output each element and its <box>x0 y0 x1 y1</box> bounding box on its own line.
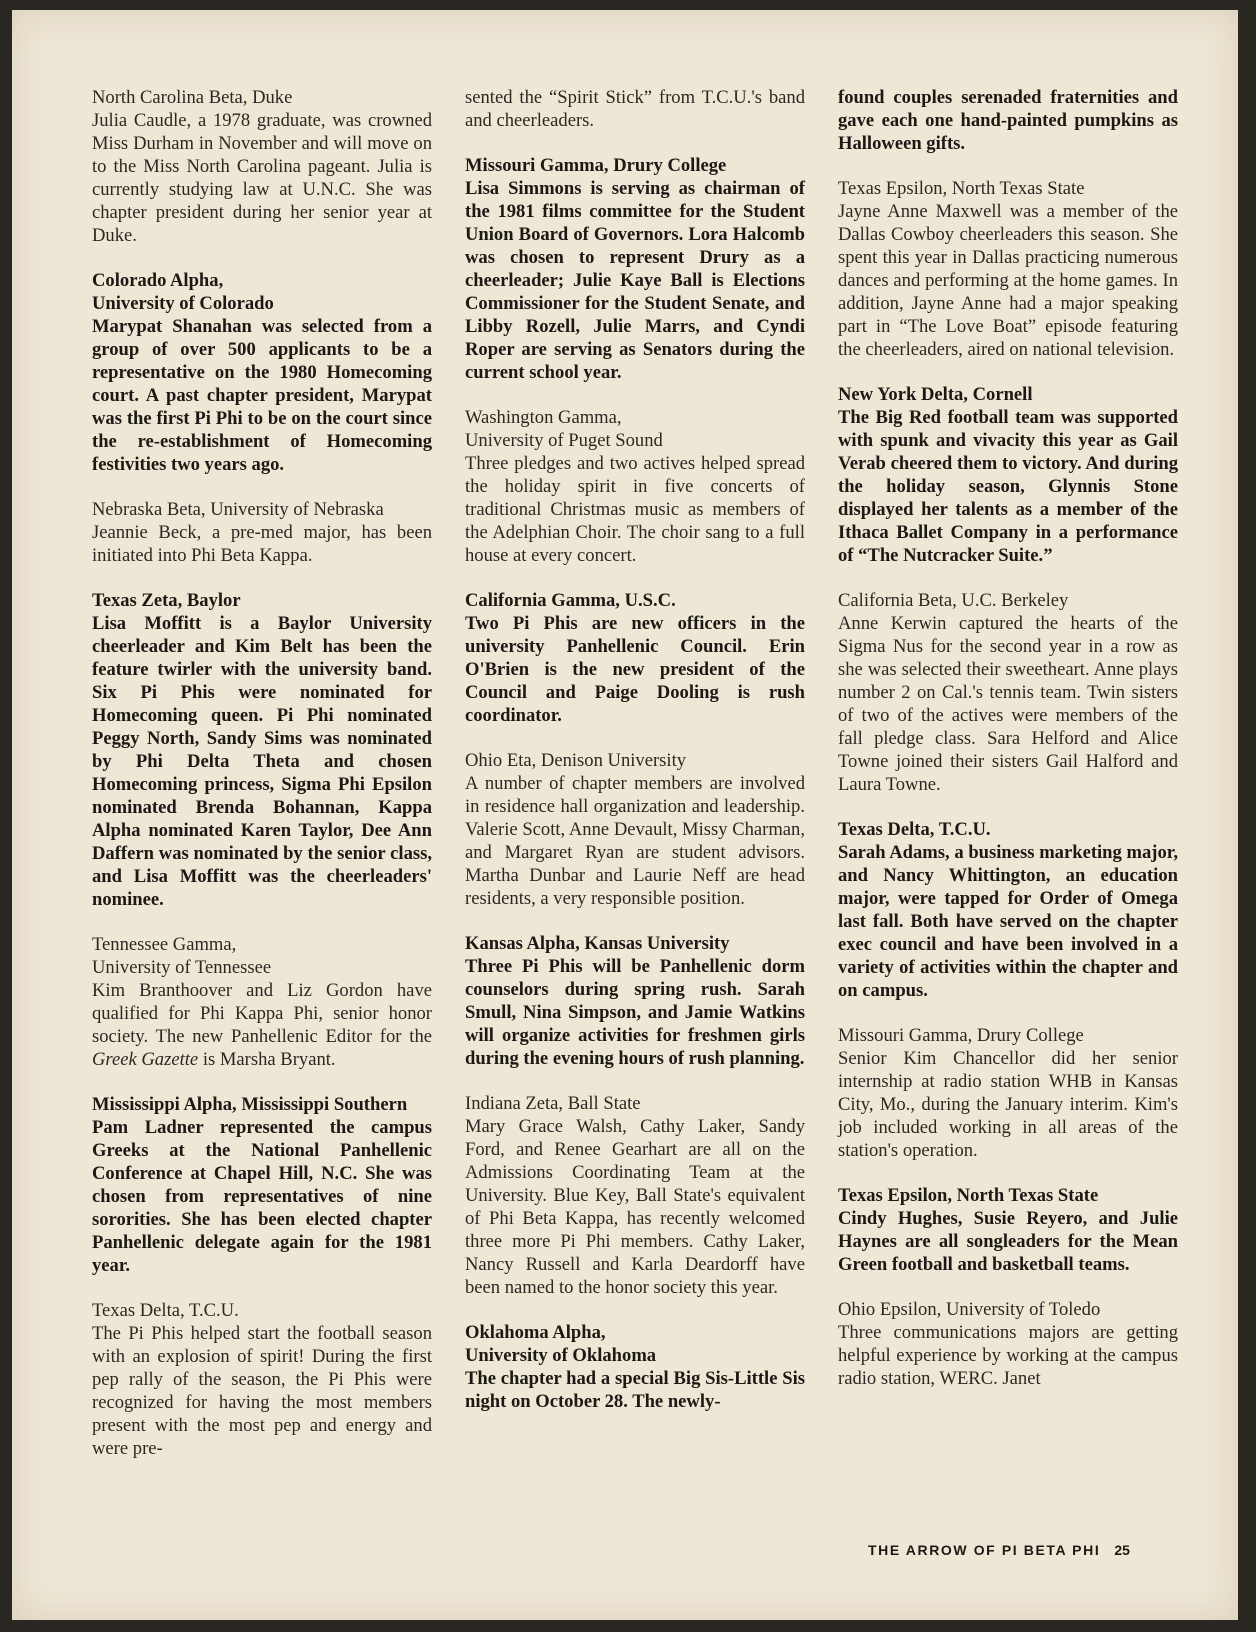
chapter-heading: University of Oklahoma <box>465 1345 657 1366</box>
column-1 <box>92 86 432 1482</box>
chapter-entry <box>92 86 432 247</box>
chapter-text: The Big Red football team was supported with spunk and vivacity this year as Gail Verab cheered them to victory. And during the holiday season, Glynnis Stone displayed her talents as a member of the Ithaca Ballet Company in a performance of “The Nutcracker Suite.” <box>838 407 1178 566</box>
chapter-text: Mary Grace Walsh, Cathy Laker, Sandy Ford, and Renee Gearhart are all on the Admissions Coordinating Team at the University. Blue Key, Ball State's equivalent of Phi Beta Kappa, has recently welcomed three more Pi Phi members. Cathy Laker, Nancy Russell and Karla Deardorff have been named to the honor society this year. <box>465 1116 805 1298</box>
chapter-text: Cindy Hughes, Susie Reyero, and Julie Haynes are all songleaders for the Mean Green football and basketball teams. <box>838 1208 1178 1275</box>
chapter-entry <box>92 589 432 911</box>
chapter-text: Three pledges and two actives helped spread the holiday spirit in five concerts of traditional Christmas music as members of the Adelphian Choir. The choir sang to a full house at every concert. <box>465 453 805 566</box>
chapter-entry <box>838 818 1178 1002</box>
chapter-heading: Tennessee Gamma, <box>92 934 237 955</box>
chapter-heading: California Gamma, U.S.C. <box>465 590 676 611</box>
chapter-entry <box>465 589 805 727</box>
publication-title: Greek Gazette <box>92 1049 199 1070</box>
chapter-entry <box>838 1184 1178 1276</box>
chapter-text <box>92 979 432 1071</box>
chapter-entry <box>92 933 432 1071</box>
chapter-heading: Oklahoma Alpha, <box>465 1322 606 1343</box>
chapter-entry <box>465 154 805 384</box>
chapter-heading: University of Puget Sound <box>465 430 663 451</box>
chapter-entry <box>838 383 1178 567</box>
chapter-entry <box>465 1321 805 1413</box>
chapter-text: Jayne Anne Maxwell was a member of the Dallas Cowboy cheerleaders this season. She spent this year in Dallas practicing numerous dances and performing at the home games. In addition, Jayne Anne had a major speaking part in “The Love Boat” episode featuring the cheerleaders, aired on national television. <box>838 201 1178 360</box>
chapter-heading: Missouri Gamma, Drury College <box>838 1025 1084 1046</box>
page-number: 25 <box>1114 1542 1130 1558</box>
chapter-entry <box>465 749 805 910</box>
page-footer <box>868 1542 1130 1558</box>
chapter-text: Julia Caudle, a 1978 graduate, was crowned Miss Durham in November and will move on to the Miss North Carolina pageant. Julia is currently studying law at U.N.C. She was chapter president during her senior year at Duke. <box>92 110 432 246</box>
chapter-text: Jeannie Beck, a pre-med major, has been initiated into Phi Beta Kappa. <box>92 522 432 566</box>
chapter-text: Marypat Shanahan was selected from a group of over 500 applicants to be a representative on the 1980 Homecoming court. A past chapter president, Marypat was the first Pi Phi to be on the court since the re-establishment of Homecoming festivities two years ago. <box>92 316 432 475</box>
chapter-text: Lisa Simmons is serving as chairman of the 1981 films committee for the Student Union Board of Governors. Lora Halcomb was chosen to represent Drury as a cheerleader; Julie Kaye Ball is Elections Commissioner for the Student Senate, and Libby Rozell, Julie Marrs, and Cyndi Roper are serving as Senators during the current school year. <box>465 178 805 383</box>
chapter-heading: California Beta, U.C. Berkeley <box>838 590 1069 611</box>
chapter-text: Three Pi Phis will be Panhellenic dorm counselors during spring rush. Sarah Smull, Nina Simpson, and Jamie Watkins will organize activities for freshmen girls during the evening hours of rush planning. <box>465 956 805 1069</box>
chapter-heading: North Carolina Beta, Duke <box>92 87 293 108</box>
chapter-entry <box>838 589 1178 796</box>
chapter-entry <box>465 932 805 1070</box>
chapter-heading: Kansas Alpha, Kansas University <box>465 933 730 954</box>
chapter-entry <box>92 269 432 476</box>
chapter-heading: Texas Epsilon, North Texas State <box>838 1185 1099 1206</box>
chapter-text: Senior Kim Chancellor did her senior internship at radio station WHB in Kansas City, Mo., during the January interim. Kim's job included working in all areas of the station's operation. <box>838 1048 1178 1161</box>
chapter-heading: Mississippi Alpha, Mississippi Southern <box>92 1094 408 1115</box>
chapter-heading: University of Tennessee <box>92 957 272 978</box>
chapter-heading: Ohio Eta, Denison University <box>465 750 687 771</box>
chapter-text-part: is Marsha Bryant. <box>198 1049 336 1070</box>
chapter-heading: Texas Delta, T.C.U. <box>92 1300 239 1321</box>
chapter-heading: University of Colorado <box>92 293 274 314</box>
chapter-heading: Texas Delta, T.C.U. <box>838 819 991 840</box>
publication-name: THE ARROW OF PI BETA PHI <box>868 1542 1101 1558</box>
chapter-text: The chapter had a special Big Sis-Little Sis night on October 28. The newly- <box>465 1368 805 1412</box>
chapter-text: Three communications majors are getting helpful experience by working at the campus radio station, WERC. Janet <box>838 1322 1178 1389</box>
chapter-heading: Nebraska Beta, University of Nebraska <box>92 499 384 520</box>
chapter-text: Anne Kerwin captured the hearts of the Sigma Nus for the second year in a row as she was selected their sweetheart. Anne plays number 2 on Cal.'s tennis team. Twin sisters of two of the actives were members of the fall pledge class. Sara Helford and Alice Towne joined their sisters Gail Halford and Laura Towne. <box>838 613 1178 795</box>
chapter-entry <box>92 498 432 567</box>
chapter-text: Lisa Moffitt is a Baylor University cheerleader and Kim Belt has been the feature twirler with the university band. Six Pi Phis were nominated for Homecoming queen. Pi Phi nominated Peggy North, Sandy Sims was nominated by Phi Delta Theta and chosen Homecoming princess, Sigma Phi Epsilon nominated Brenda Bohannan, Kappa Alpha nominated Karen Taylor, Dee Ann Daffern was nominated by the senior class, and Lisa Moffitt was the cheerleaders' nominee. <box>92 613 432 910</box>
chapter-heading: Washington Gamma, <box>465 407 622 428</box>
chapter-heading: Ohio Epsilon, University of Toledo <box>838 1299 1101 1320</box>
chapter-entry <box>838 177 1178 361</box>
chapter-entry <box>465 1092 805 1299</box>
chapter-entry <box>838 1024 1178 1162</box>
chapter-heading: Missouri Gamma, Drury College <box>465 155 727 176</box>
chapter-text-part: Kim Branthoover and Liz Gordon have qualified for Phi Kappa Phi, senior honor society. The new Panhellenic Editor for the <box>92 980 432 1047</box>
magazine-page <box>12 10 1238 1620</box>
chapter-heading: Indiana Zeta, Ball State <box>465 1093 641 1114</box>
chapter-heading: New York Delta, Cornell <box>838 384 1033 405</box>
chapter-entry <box>92 1093 432 1277</box>
column-3 <box>838 86 1178 1412</box>
continued-text: sented the “Spirit Stick” from T.C.U.'s band and cheerleaders. <box>465 87 805 131</box>
chapter-entry <box>838 1298 1178 1390</box>
chapter-heading: Texas Zeta, Baylor <box>92 590 241 611</box>
chapter-text: The Pi Phis helped start the football season with an explosion of spirit! During the first pep rally of the season, the Pi Phis were recognized for having the most members present with the most pep and energy and were pre- <box>92 1323 432 1459</box>
chapter-entry <box>92 1299 432 1460</box>
chapter-heading: Colorado Alpha, <box>92 270 224 291</box>
chapter-heading: Texas Epsilon, North Texas State <box>838 178 1085 199</box>
chapter-text: Sarah Adams, a business marketing major, and Nancy Whittington, an education major, were tapped for Order of Omega last fall. Both have served on the chapter exec council and have been involved in a variety of activities within the chapter and on campus. <box>838 842 1178 1001</box>
chapter-text: A number of chapter members are involved in residence hall organization and leadership. Valerie Scott, Anne Devault, Missy Charman, and Margaret Ryan are student advisors. Martha Dunbar and Laurie Neff are head residents, a very responsible position. <box>465 773 805 909</box>
chapter-text: Pam Ladner represented the campus Greeks at the National Panhellenic Conference at Chapel Hill, N.C. She was chosen from representatives of nine sororities. She has been elected chapter Panhellenic delegate again for the 1981 year. <box>92 1117 432 1276</box>
column-2 <box>465 86 805 1435</box>
chapter-text: Two Pi Phis are new officers in the university Panhellenic Council. Erin O'Brien is the new president of the Council and Paige Dooling is rush coordinator. <box>465 613 805 726</box>
continued-text: found couples serenaded fraternities and gave each one hand-painted pumpkins as Halloween gifts. <box>838 87 1178 154</box>
chapter-entry <box>465 406 805 567</box>
